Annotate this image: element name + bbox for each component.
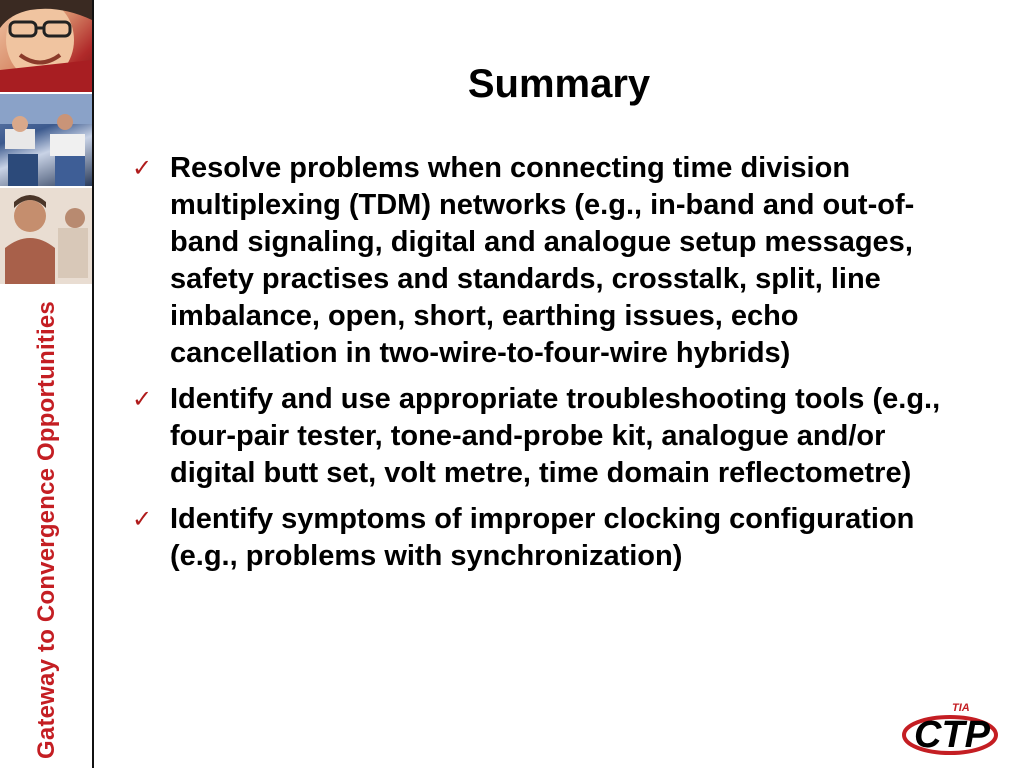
- bullet-item: [130, 381, 960, 492]
- bullet-text: Identify symptoms of improper clocking configuration (e.g., problems with synchronization): [170, 503, 915, 572]
- ctp-logo-art: [900, 697, 1010, 757]
- logo-small-text: TIA: [952, 702, 970, 714]
- photo-person-glasses-art: [0, 0, 92, 92]
- ctp-logo: [900, 697, 1010, 757]
- check-icon: ✓: [132, 154, 153, 182]
- bullet-item: [130, 501, 960, 575]
- photo-instructor: [0, 188, 92, 284]
- check-icon: ✓: [132, 505, 153, 533]
- logo-main-text: CTP: [914, 714, 990, 756]
- bullet-text: Resolve problems when connecting time division multiplexing (TDM) networks (e.g., in-band and out-of-band signaling, digital and analogue setup messages, safety practises and standards, crosstalk, split, line imbalance, open, short, earthing issues, echo cancellation in two-wire-to-four-wire hybrids): [170, 152, 915, 369]
- photo-instructor-art: [0, 188, 92, 284]
- photo-classroom: [0, 94, 92, 186]
- check-icon: ✓: [132, 385, 153, 413]
- bullet-list: [130, 150, 960, 584]
- bullet-item: [130, 150, 960, 372]
- photo-person-glasses: [0, 0, 92, 92]
- sidebar-tagline: Gateway to Convergence Opportunities: [33, 301, 60, 759]
- slide-title: Summary: [467, 62, 651, 106]
- bullet-text: Identify and use appropriate troubleshooting tools (e.g., four-pair tester, tone-and-probe kit, analogue and/or digital butt set, volt metre, time domain reflectometre): [170, 383, 941, 489]
- photo-classroom-art: [0, 94, 92, 186]
- left-sidebar: [0, 0, 94, 768]
